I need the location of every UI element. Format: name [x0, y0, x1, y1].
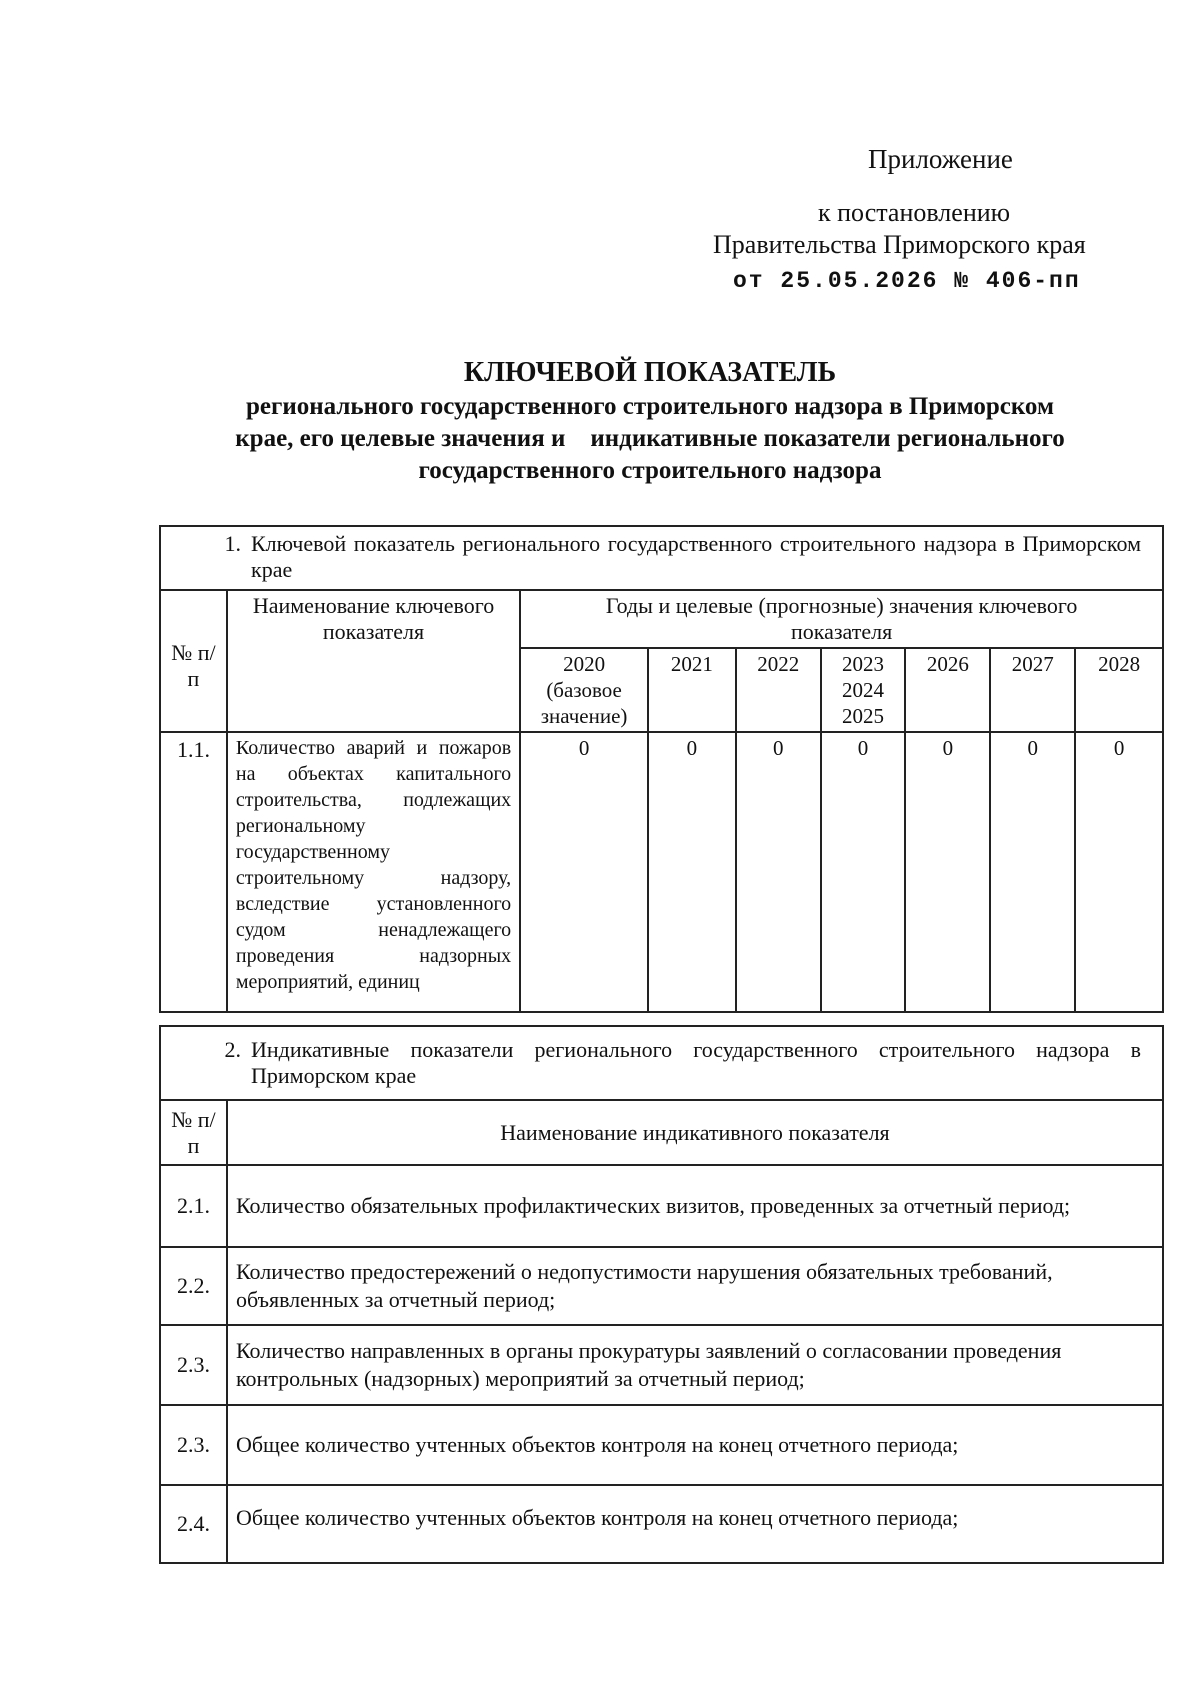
row-number: 2.4. — [160, 1485, 227, 1563]
year-header: 2020 (базовое значение) — [520, 648, 648, 732]
section-1-number: 1. — [224, 531, 241, 556]
column-header-indicative-name: Наименование индикативного показателя — [227, 1100, 1163, 1165]
target-value: 0 — [821, 732, 906, 1012]
document-subtitle-line: крае, его целевые значения и индикативные показатели регионального — [235, 425, 1065, 452]
document-subtitle-line: государственного строительного надзора — [418, 457, 882, 484]
target-value: 0 — [648, 732, 736, 1012]
document-subtitle-line: регионального государственного строительного надзора в Приморском — [246, 393, 1054, 420]
section-1-title: Ключевой показатель регионального государственного строительного надзора в Приморском крае — [251, 531, 1141, 582]
target-value: 0 — [905, 732, 990, 1012]
appendix-line-1: к постановлению — [818, 198, 1011, 227]
document-title: КЛЮЧЕВОЙ ПОКАЗАТЕЛЬ — [463, 357, 837, 388]
section-2-title: Индикативные показатели регионального государственного строительного надзора в Приморском крае — [251, 1037, 1141, 1088]
appendix-title: Приложение — [868, 144, 1013, 174]
year-header: 2027 — [990, 648, 1075, 732]
appendix-decree-number: от 25.05.2026 № 406-пп — [733, 268, 1081, 294]
year-header: 2021 — [648, 648, 736, 732]
key-indicator-name — [227, 732, 520, 1012]
year-header: 2028 — [1075, 648, 1163, 732]
year-header: 2026 — [905, 648, 990, 732]
key-indicator-name-text: Количество аварий и пожаров на объектах капитального строительства, подлежащих региональному государственному строительному надзору, вследствие установленного судом ненадлежащего проведения надзорных мероприятий, единиц — [235, 737, 512, 993]
year-header: 2023 2024 2025 — [821, 648, 906, 732]
key-indicator-table — [159, 525, 1164, 1013]
column-header-number: № п/п — [160, 1100, 227, 1165]
target-value: 0 — [520, 732, 648, 1012]
section-1-title-cell — [160, 526, 1163, 590]
indicative-indicator-text: Количество обязательных профилактических визитов, проведенных за отчетный период; — [227, 1165, 1163, 1247]
target-value: 0 — [1075, 732, 1163, 1012]
row-number: 2.1. — [160, 1165, 227, 1247]
column-header-number: № п/п — [160, 590, 227, 732]
indicative-indicators-table — [159, 1025, 1164, 1564]
row-number: 2.2. — [160, 1247, 227, 1325]
appendix-line-2: Правительства Приморского края — [713, 230, 1086, 259]
column-header-key-indicator-name: Наименование ключевого показателя — [227, 590, 520, 732]
indicative-indicator-text: Общее количество учтенных объектов контроля на конец отчетного периода; — [227, 1405, 1163, 1485]
year-header: 2022 — [736, 648, 821, 732]
indicative-indicator-text: Количество предостережений о недопустимости нарушения обязательных требований, объявленных за отчетный период; — [227, 1247, 1163, 1325]
row-number: 1.1. — [160, 732, 227, 1012]
indicative-indicator-text: Общее количество учтенных объектов контроля на конец отчетного периода; — [227, 1485, 1163, 1563]
row-number: 2.3. — [160, 1325, 227, 1405]
section-2-number: 2. — [224, 1037, 241, 1062]
target-value: 0 — [736, 732, 821, 1012]
target-value: 0 — [990, 732, 1075, 1012]
indicative-indicator-text: Количество направленных в органы прокуратуры заявлений о согласовании проведения контрольных (надзорных) мероприятий за отчетный период; — [227, 1325, 1163, 1405]
section-2-title-cell — [160, 1026, 1163, 1100]
row-number: 2.3. — [160, 1405, 227, 1485]
document-heading — [150, 355, 1150, 487]
column-header-years: Годы и целевые (прогнозные) значения ключевого показателя — [520, 590, 1163, 648]
